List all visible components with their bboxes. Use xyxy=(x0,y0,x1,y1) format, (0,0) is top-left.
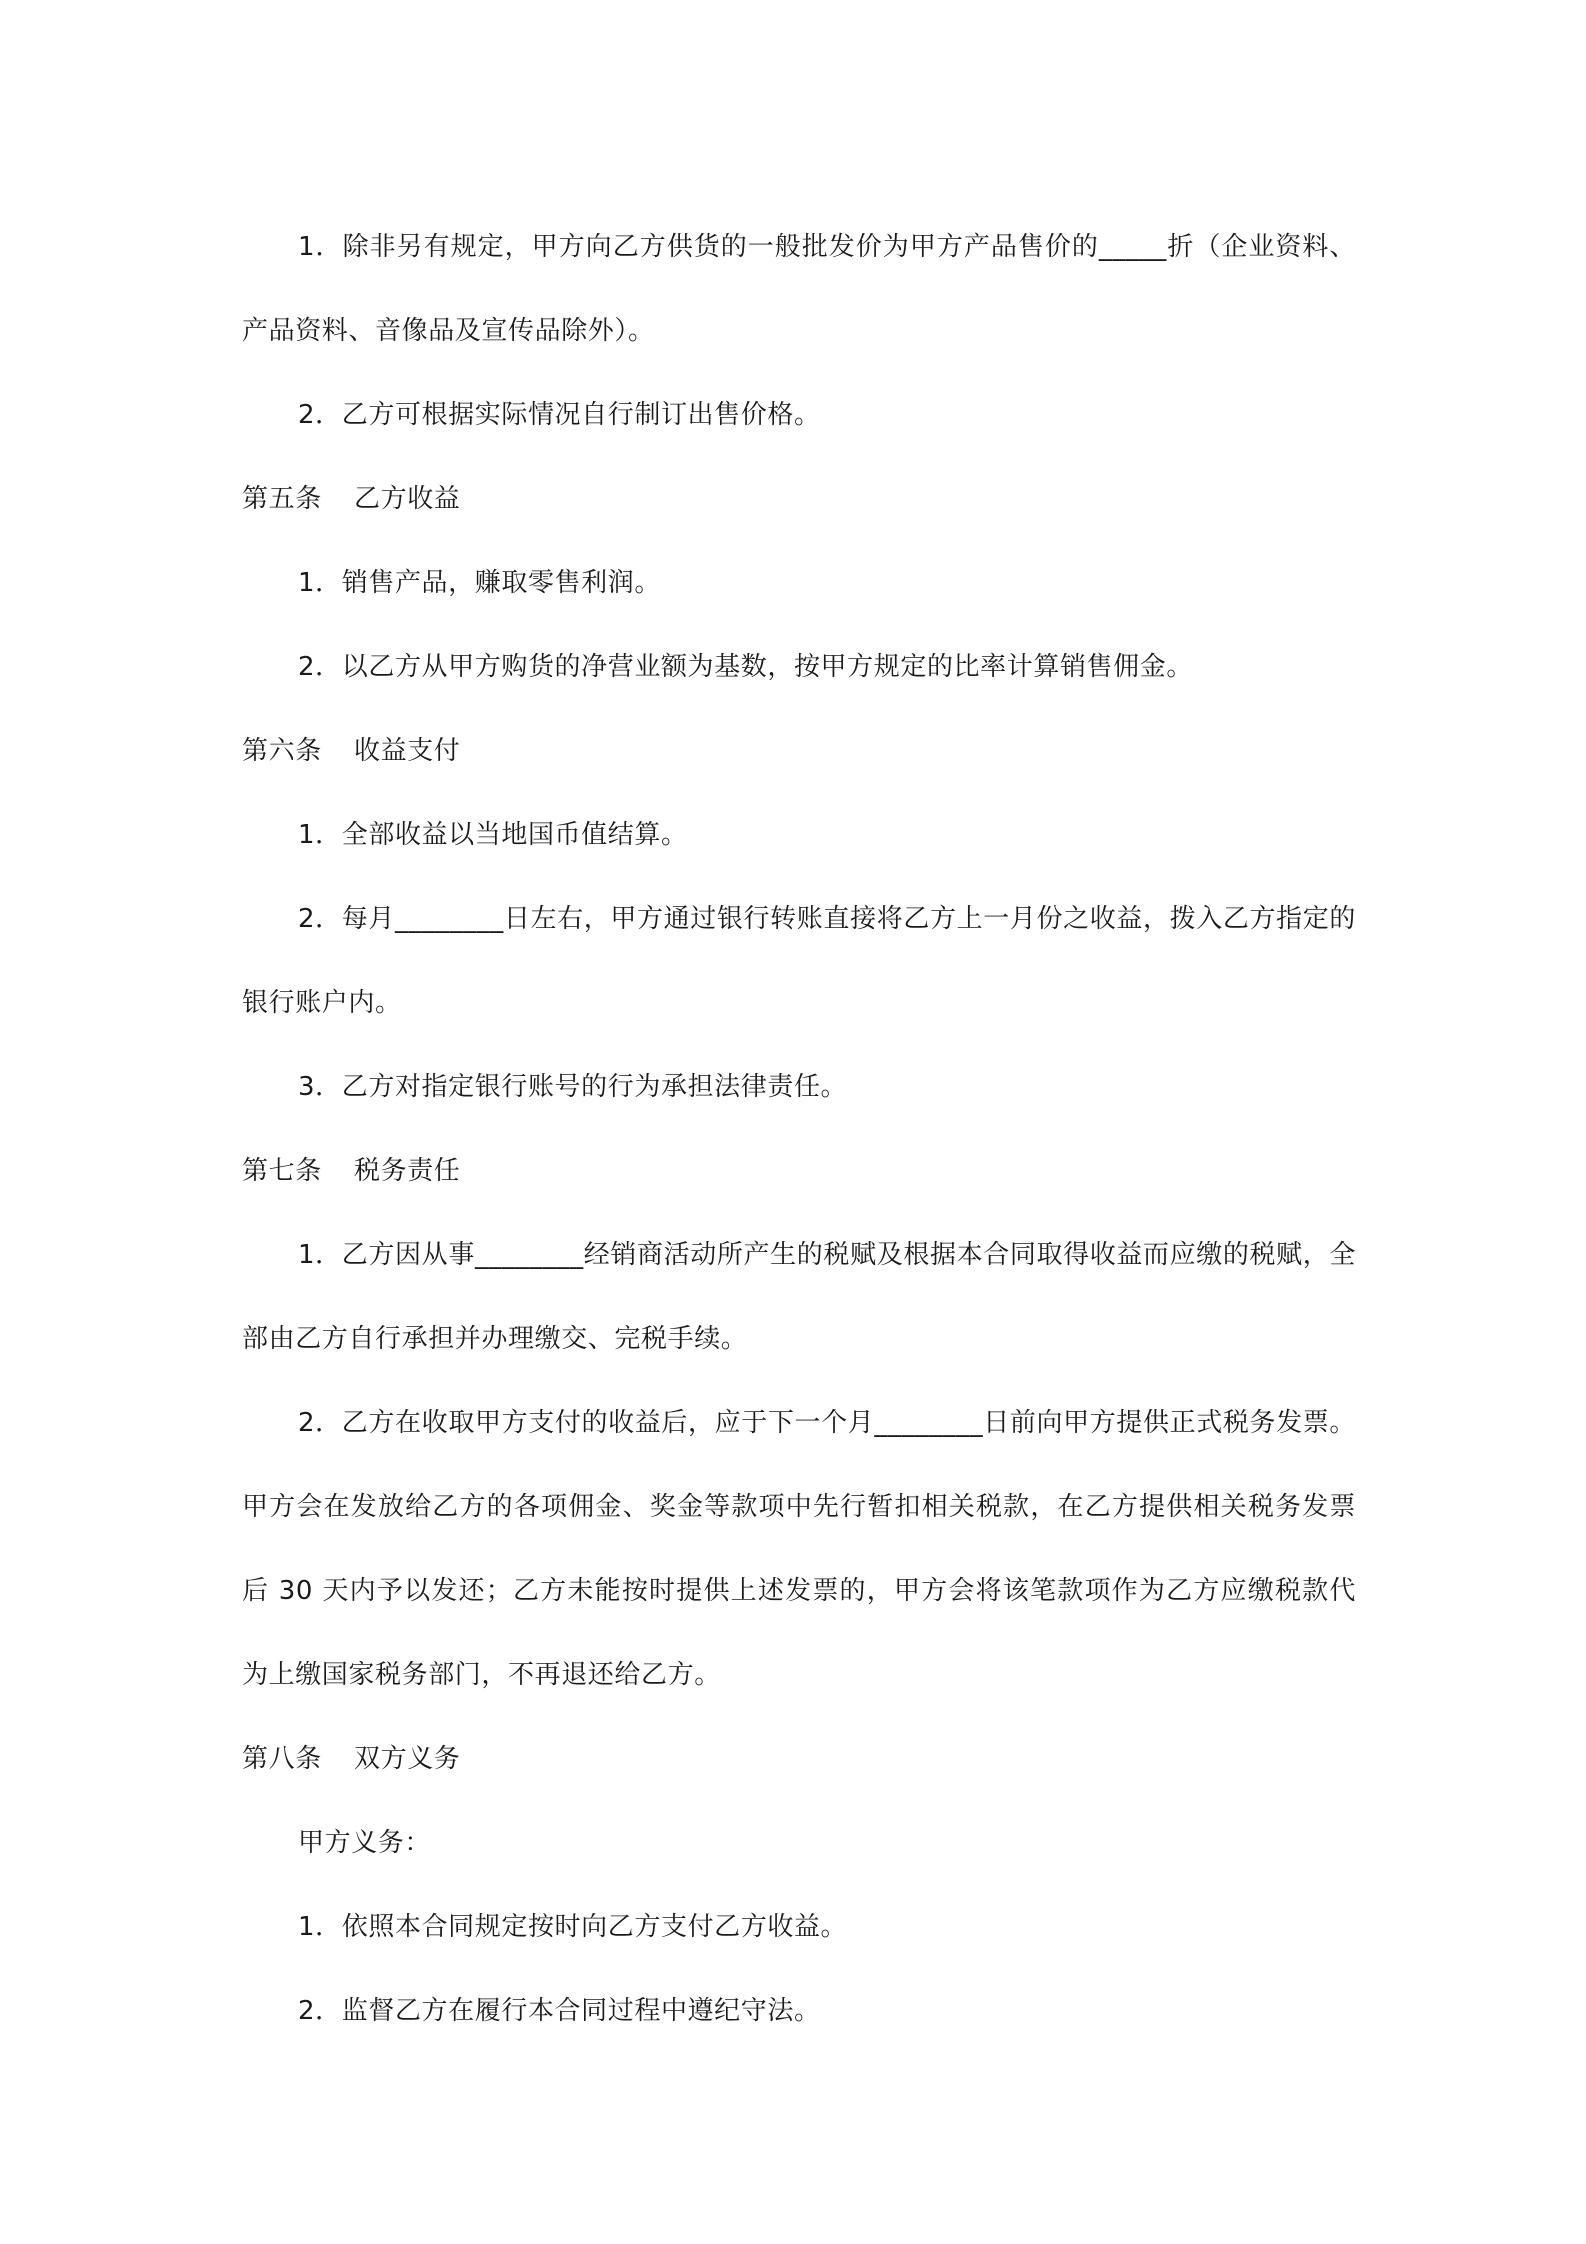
clause-paragraph: 2．每月________日左右，甲方通过银行转账直接将乙方上一月份之收益，拨入乙方指定的银行账户内。 xyxy=(242,904,1356,1018)
article-title: 税务责任 xyxy=(354,1156,461,1186)
clause-paragraph: 2．监督乙方在履行本合同过程中遵纪守法。 xyxy=(298,1996,821,2026)
contract-body xyxy=(242,205,1356,2053)
clause-paragraph: 1．销售产品，赚取零售利润。 xyxy=(298,568,661,598)
clause-paragraph: 1．乙方因从事________经销商活动所产生的税赋及根据本合同取得收益而应缴的税赋，全部由乙方自行承担并办理缴交、完税手续。 xyxy=(242,1240,1356,1354)
article-heading xyxy=(242,1129,1356,1213)
obligations-subheading: 甲方义务： xyxy=(298,1828,432,1858)
clause-paragraph: 2．以乙方从甲方购货的净营业额为基数，按甲方规定的比率计算销售佣金。 xyxy=(298,652,1193,682)
clause-paragraph: 2．乙方可根据实际情况自行制订出售价格。 xyxy=(298,400,821,430)
article-title: 收益支付 xyxy=(354,736,461,766)
clause-paragraph: 1．依照本合同规定按时向乙方支付乙方收益。 xyxy=(298,1912,848,1942)
article-number: 第八条 xyxy=(242,1744,322,1774)
article-title: 双方义务 xyxy=(354,1744,461,1774)
clause-paragraph: 3．乙方对指定银行账号的行为承担法律责任。 xyxy=(298,1072,848,1102)
article-number: 第五条 xyxy=(242,484,322,514)
article-number: 第七条 xyxy=(242,1156,322,1186)
article-heading xyxy=(242,709,1356,793)
article-heading xyxy=(242,1717,1356,1801)
clause-paragraph: 1．除非另有规定，甲方向乙方供货的一般批发价为甲方产品售价的_____折（企业资料、产品资料、音像品及宣传品除外）。 xyxy=(242,232,1356,346)
clause-paragraph: 1．全部收益以当地国币值结算。 xyxy=(298,820,688,850)
clause-paragraph: 2．乙方在收取甲方支付的收益后，应于下一个月________日前向甲方提供正式税务发票。甲方会在发放给乙方的各项佣金、奖金等款项中先行暂扣相关税款，在乙方提供相关税务发票后 30 天内予以发还；乙方未能按时提供上述发票的，甲方会将该笔款项作为乙方应缴税款代为上缴国家税务部门，不再退还给乙方。 xyxy=(242,1408,1356,1690)
article-number: 第六条 xyxy=(242,736,322,766)
article-title: 乙方收益 xyxy=(354,484,461,514)
article-heading xyxy=(242,457,1356,541)
